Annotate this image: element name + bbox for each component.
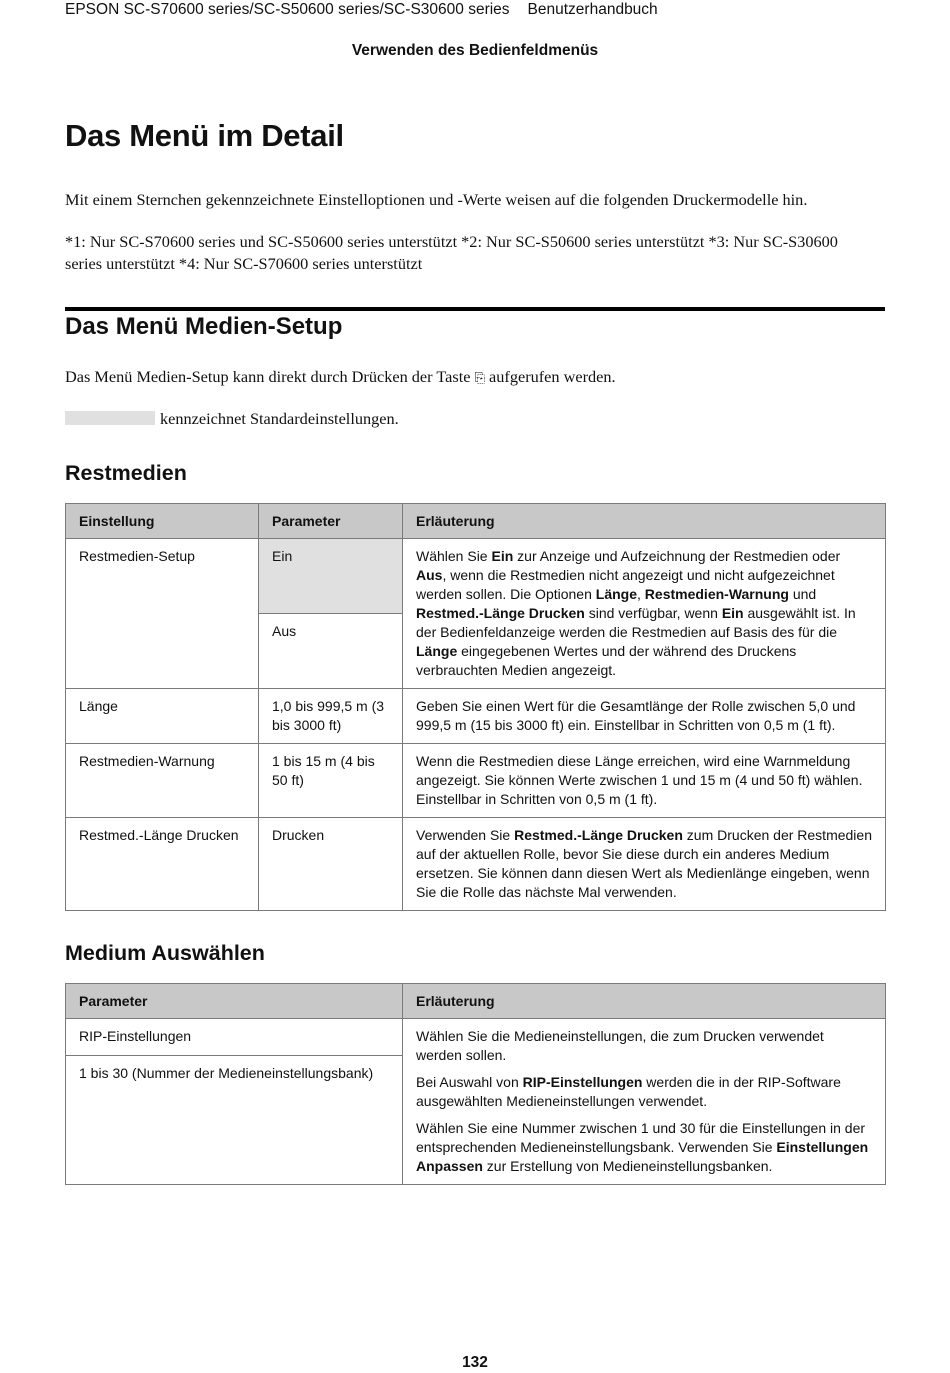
parameter-cell: 1 bis 30 (Nummer der Medieneinstellungsbank) [66, 1056, 403, 1185]
setting-cell: Restmedien-Setup [66, 539, 259, 689]
model-notes-paragraph: *1: Nur SC-S70600 series und SC-S50600 series unterstützt *2: Nur SC-S50600 series unterstützt *3: Nur SC-S30600 series unterstützt *4: Nur SC-S70600 series unterstützt [65, 232, 838, 273]
section-title: Das Menü Medien-Setup [65, 313, 343, 340]
column-header: Erläuterung [403, 504, 886, 539]
parameter-cell: 1 bis 15 m (4 bis 50 ft) [259, 744, 403, 818]
table-header-row [66, 984, 886, 1019]
setting-cell: Restmed.-Länge Drucken [66, 818, 259, 911]
medium-heading: Medium Auswählen [65, 941, 265, 965]
table-row [66, 539, 886, 614]
table-row [66, 744, 886, 818]
section-header: Verwenden des Bedienfeldmenüs [351, 42, 599, 59]
parameter-cell: RIP-Einstellungen [66, 1019, 403, 1056]
restmedien-heading: Restmedien [65, 461, 187, 485]
parameter-cell: Aus [259, 614, 403, 689]
default-swatch [65, 411, 155, 425]
column-header: Parameter [66, 984, 403, 1019]
media-key-icon: ⎘ [474, 371, 485, 386]
legend-text: kennzeichnet Standardeinstellungen. [160, 409, 399, 428]
setup-paragraph [65, 366, 616, 390]
page-title: Das Menü im Detail [65, 118, 344, 153]
parameter-cell: 1,0 bis 999,5 m (3 bis 3000 ft) [259, 689, 403, 744]
running-header-model: EPSON SC-S70600 series/SC-S50600 series/SC-S30600 series [65, 1, 510, 18]
setting-cell: Länge [66, 689, 259, 744]
running-header-manual: Benutzerhandbuch [527, 1, 658, 18]
page-number: 132 [462, 1354, 488, 1371]
running-header [65, 0, 658, 20]
explanation-cell: Verwenden Sie Restmed.-Länge Drucken zum Drucken der Restmedien auf der aktuellen Rolle, bevor Sie diese durch ein anderes Medium ersetzen. Sie können dann diesen Wert als Medienlänge eingeben, wenn Sie die Rolle das nächste Mal verwenden. [403, 818, 886, 911]
explanation-paragraph: Wählen Sie die Medieneinstellungen, die zum Drucken verwendet werden sollen. [416, 1028, 824, 1063]
explanation-cell: Wenn die Restmedien diese Länge erreichen, wird eine Warnmeldung angezeigt. Sie können Werte zwischen 1 und 15 m (4 und 50 ft) wählen. Einstellbar in Schritten von 0,5 m (1 ft). [403, 744, 886, 818]
explanation-paragraph: Wählen Sie eine Nummer zwischen 1 und 30 für die Einstellungen in der entsprechenden Medieneinstellungsbank. Verwenden Sie Einstellungen Anpassen zur Erstellung von Medieneinstellungsbanken. [416, 1120, 869, 1174]
explanation-cell: Geben Sie einen Wert für die Gesamtlänge der Rolle zwischen 5,0 und 999,5 m (15 bis 3000 ft) ein. Einstellbar in Schritten von 0,5 m (1 ft). [403, 689, 886, 744]
column-header: Einstellung [66, 504, 259, 539]
restmedien-table [65, 503, 886, 911]
setup-text-after: aufgerufen werden. [489, 367, 616, 386]
table-row [66, 1019, 886, 1056]
medium-table [65, 983, 886, 1185]
setup-text-before: Das Menü Medien-Setup kann direkt durch Drücken der Taste [65, 367, 471, 386]
parameter-cell-default: Ein [259, 539, 403, 614]
column-header: Erläuterung [403, 984, 886, 1019]
column-header: Parameter [259, 504, 403, 539]
explanation-cell: Wählen Sie Ein zur Anzeige und Aufzeichnung der Restmedien oder Aus, wenn die Restmedien nicht angezeigt und nicht aufgezeichnet werden sollen. Die Optionen Länge, Restmedien-Warnung und Restmed.-Länge Drucken sind verfügbar, wenn Ein ausgewählt ist. In der Bedienfeldanzeige werden die Restmedien auf Basis des für die Länge eingegebenen Wertes und der während des Druckens verbrauchten Medien angezeigt. [403, 539, 886, 689]
explanation-paragraph: Bei Auswahl von RIP-Einstellungen werden die in der RIP-Software ausgewählten Medieneinstellungen verwendet. [416, 1074, 841, 1109]
setting-cell: Restmedien-Warnung [66, 744, 259, 818]
table-row [66, 818, 886, 911]
explanation-cell [403, 1019, 886, 1185]
intro-paragraph: Mit einem Sternchen gekennzeichnete Einstelloptionen und -Werte weisen auf die folgenden Druckermodelle hin. [65, 190, 808, 209]
parameter-cell: Drucken [259, 818, 403, 911]
section-rule [65, 307, 885, 311]
table-header-row [66, 504, 886, 539]
table-row [66, 689, 886, 744]
